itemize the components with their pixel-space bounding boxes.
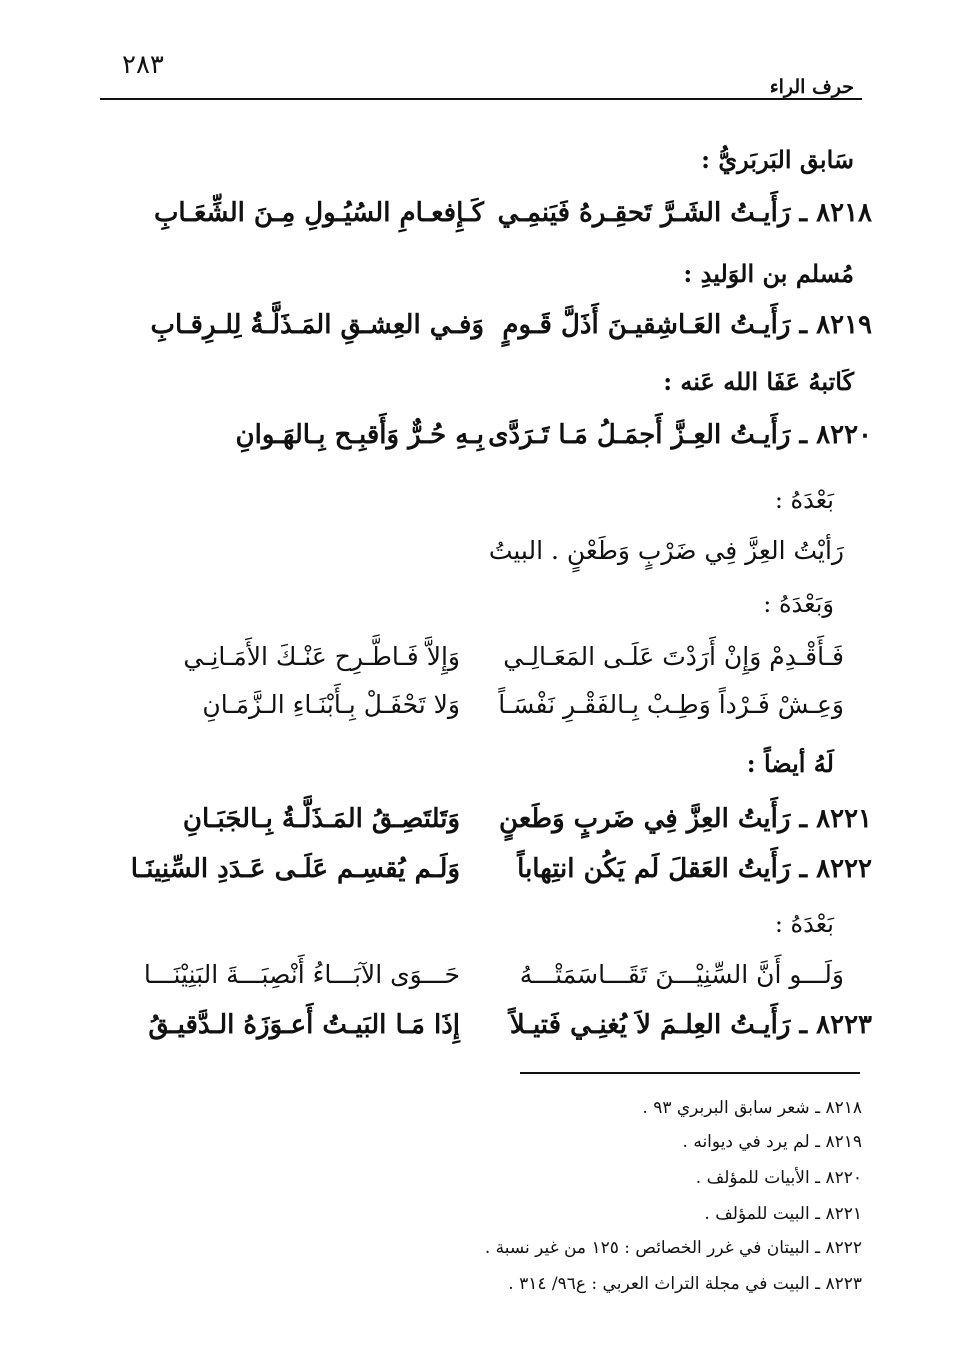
footnote: ٨٢١٨ ـ شعر سابق البربري ٩٣ . [642, 1098, 862, 1118]
footnote: ٨٢٢٢ ـ البيتان في غرر الخصائص : ١٢٥ من غير نسبة . [484, 1238, 862, 1258]
footnote: ٨٢٢١ ـ البيت للمؤلف . [704, 1204, 862, 1224]
page-number: ٢٨٣ [122, 50, 164, 80]
header-rule [100, 98, 862, 100]
verse-second-hemistich: كَـإِفعـامِ السُيُـولِ مِـنَ الشِّعَـابِ [153, 198, 484, 228]
poet-attribution: لَهُ أيضاً : [746, 749, 834, 778]
verse-second-hemistich: وَإِلاَّ فَـاطَّـرِح عَنْـكَ الأَمَـانِـي [183, 642, 460, 671]
intro-label: بَعْدَهُ : [774, 910, 834, 938]
prose-line: رَأيْتُ العِزَّ فِي ضَرْبٍ وَطَعْنٍ . البيتُ [488, 536, 844, 565]
footnote: ٨٢١٩ ـ لم يرد في ديوانه . [682, 1132, 862, 1152]
verse-first-hemistich: ٨٢١٨ ـ رَأَيـتُ الشَـرَّ تَحقِـرهُ فَيَنمِـي [497, 198, 872, 228]
verse-second-hemistich: وَلَـم يُقسِـم عَلَـى عَـدَدِ السِّنِينَـا [130, 854, 460, 884]
verse-first-hemistich: فَـأَقْـدِمْ وَإِنْ أَرَدْتَ عَلَـى المَعَـالِـي [503, 642, 844, 671]
verse-second-hemistich: وَفـي العِشـقِ المَـذَلَّـةُ لِلـرِقـابِ [150, 310, 484, 340]
verse-first-hemistich: ٨٢٢١ ـ رَأَيتُ العِزَّ فِي ضَربٍ وَطَعنٍ [499, 804, 872, 834]
chapter-title: حرف الراء [769, 76, 854, 98]
verse-first-hemistich: وَلَـــو أَنَّ السِّنِيْـــنَ تَقَـــاسَمَتْـــهُ [519, 960, 844, 989]
intro-label: وَبَعْدَهُ : [763, 590, 834, 618]
verse-second-hemistich: وَلا تَحْفَـلْ بِـأَبْنَـاءِ الـزَّمَـانِ [202, 690, 460, 719]
verse-first-hemistich: ٨٢٢٢ ـ رَأَيتُ العَقلَ لَم يَكُن انتِهاباً [517, 854, 872, 884]
footnote: ٨٢٢٠ ـ الأبيات للمؤلف . [695, 1168, 862, 1188]
verse-first-hemistich: وَعِـشْ فَـرْداً وَطِـبْ بِـالفَقْـرِ نَفْسَـاً [498, 690, 844, 719]
verse-first-hemistich: ٨٢٢٣ ـ رَأَيـتُ العِلـمَ لاَ يُغنِـي فَتيـلاً [509, 1010, 872, 1040]
verse-second-hemistich: إِذَا مَـا البَيـتُ أَعـوَزَهُ الـدَّقيـقُ [148, 1010, 460, 1040]
page-header [100, 48, 854, 98]
footnote: ٨٢٢٣ ـ البيت في مجلة التراث العربي : ع٩٦/ ٣١٤ . [508, 1274, 862, 1294]
verse-first-hemistich: ٨٢٢٠ ـ رَأَيـتُ العِـزَّ أَجمَـلُ مَـا تَـرَدَّى [488, 420, 872, 450]
poet-attribution: سَابق البَربَريُّ : [701, 145, 854, 174]
footnote-rule [520, 1072, 860, 1074]
poet-attribution: كَاتبهُ عَفَا الله عَنه : [663, 367, 854, 396]
intro-label: بَعْدَهُ : [774, 486, 834, 514]
poet-attribution: مُسلم بن الوَليدِ : [683, 259, 854, 288]
verse-second-hemistich: وَتَلتَصِـقُ المَـذَلَّـةُ بِـالجَبَـانِ [182, 804, 460, 834]
verse-first-hemistich: ٨٢١٩ ـ رَأَيـتُ العَـاشِقيـنَ أَذَلَّ قَـومٍ [502, 310, 872, 340]
verse-second-hemistich: بِـهِ حُـرٌّ وَأَقبِـح بِـالهَـوانِ [235, 420, 484, 450]
verse-second-hemistich: حَـــوَى الآبَـــاءُ أَنْصِبَـــةَ البَنِيْنَـــا [143, 960, 460, 989]
